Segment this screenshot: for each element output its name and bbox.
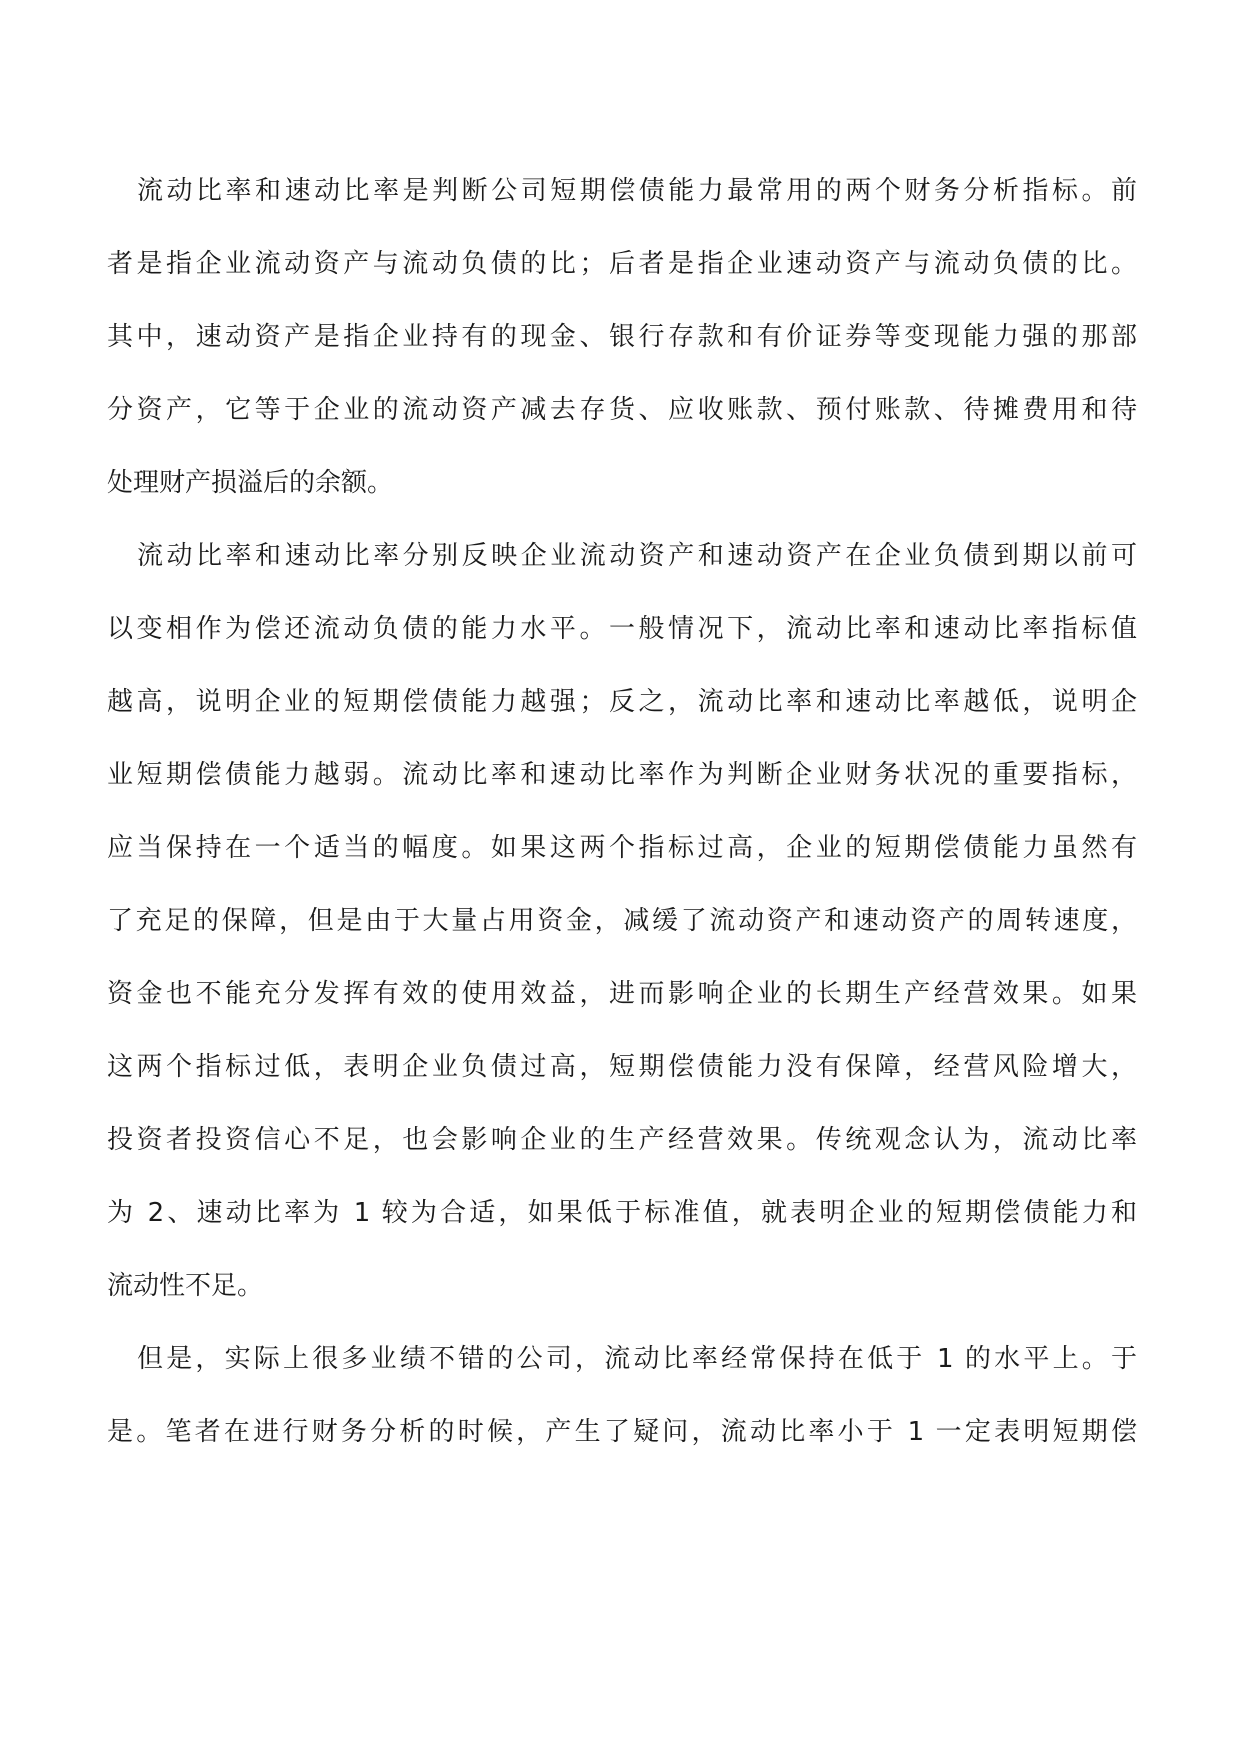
paragraph-line: 处理财产损溢后的余额。 xyxy=(107,468,394,498)
paragraph-line: 其中，速动资产是指企业持有的现金、银行存款和有价证券等变现能力强的那部 xyxy=(107,322,1137,352)
paragraph-line: 流动比率和速动比率是判断公司短期偿债能力最常用的两个财务分析指标。前 xyxy=(137,176,1137,206)
paragraph-line: 应当保持在一个适当的幅度。如果这两个指标过高，企业的短期偿债能力虽然有 xyxy=(107,833,1137,863)
paragraph-line: 者是指企业流动资产与流动负债的比；后者是指企业速动资产与流动负债的比。 xyxy=(107,249,1137,279)
paragraph-line: 这两个指标过低，表明企业负债过高，短期偿债能力没有保障，经营风险增大， xyxy=(107,1052,1137,1082)
paragraph-2 xyxy=(107,520,1137,1323)
paragraph-line: 业短期偿债能力越弱。流动比率和速动比率作为判断企业财务状况的重要指标， xyxy=(107,760,1137,790)
paragraph-line: 资金也不能充分发挥有效的使用效益，进而影响企业的长期生产经营效果。如果 xyxy=(107,979,1137,1009)
paragraph-line: 分资产，它等于企业的流动资产减去存货、应收账款、预付账款、待摊费用和待 xyxy=(107,395,1137,425)
paragraph-line: 以变相作为偿还流动负债的能力水平。一般情况下，流动比率和速动比率指标值 xyxy=(107,614,1137,644)
paragraph-line: 是。笔者在进行财务分析的时候，产生了疑问，流动比率小于 1 一定表明短期偿 xyxy=(107,1417,1137,1447)
paragraph-line: 但是，实际上很多业绩不错的公司，流动比率经常保持在低于 1 的水平上。于 xyxy=(137,1344,1137,1374)
paragraph-line: 投资者投资信心不足，也会影响企业的生产经营效果。传统观念认为，流动比率 xyxy=(107,1125,1137,1155)
paragraph-line: 流动性不足。 xyxy=(107,1271,264,1301)
paragraph-line: 流动比率和速动比率分别反映企业流动资产和速动资产在企业负债到期以前可 xyxy=(137,541,1137,571)
paragraph-3 xyxy=(107,1323,1137,1469)
paragraph-1 xyxy=(107,155,1137,520)
paragraph-line: 为 2、速动比率为 1 较为合适，如果低于标准值，就表明企业的短期偿债能力和 xyxy=(107,1198,1137,1228)
document-body xyxy=(107,155,1137,1469)
paragraph-line: 了充足的保障，但是由于大量占用资金，减缓了流动资产和速动资产的周转速度， xyxy=(107,906,1137,936)
paragraph-line: 越高，说明企业的短期偿债能力越强；反之，流动比率和速动比率越低，说明企 xyxy=(107,687,1137,717)
